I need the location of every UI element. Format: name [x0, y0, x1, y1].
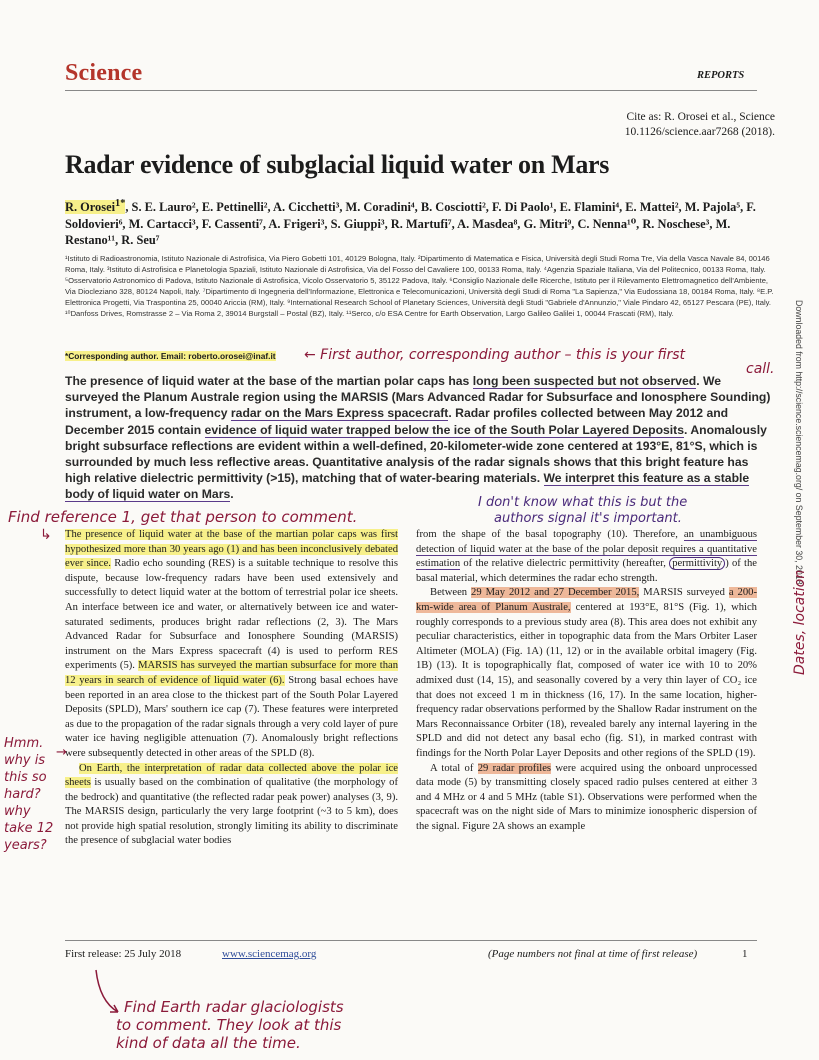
paragraph: [416, 528, 757, 586]
abstract-text: . Radar profiles collected between May 2012 and December 2015 contain: [65, 406, 729, 437]
abstract-underline: evidence of liquid water trapped below the ice of the South Polar Layered Deposits: [204, 422, 685, 437]
body-text: MARSIS surveyed: [639, 587, 729, 599]
highlight: On Earth, the interpretation of radar data collected above the polar ice sheets: [65, 762, 398, 789]
first-author-highlight: [65, 200, 125, 214]
annotation-arrow: [92, 968, 122, 1018]
author-list: [65, 196, 777, 249]
note-find-reference: Find reference 1, get that person to comment.: [8, 508, 358, 526]
abstract-text: . Anomalously bright subsurface reflections are evident within a well-defined, 20-kilometer-wide zone centered at 193°E, 81°S, which is surrounded by much less reflective areas. Quantitative analysis of the radar signals shows that this bright feature has high relative dielectric permittivity (>15), matching that of water-bearing materials.: [65, 422, 767, 486]
paragraph: [65, 528, 398, 762]
corresponding-author: [65, 351, 276, 361]
body-text: ) of the basal material, which determines the radar echo strength.: [416, 558, 757, 584]
download-stamp: Downloaded from http://science.sciencemag.org/ on September 30, 2018: [794, 300, 804, 585]
note-dont-know: I don't know what this is but the: [478, 495, 688, 510]
note-earth-2: to comment. They look at this: [116, 1016, 342, 1034]
note-dates-location-text: Dates, location: [792, 569, 808, 675]
body-right-column: [416, 528, 757, 834]
note-corresponding-end: call.: [746, 361, 775, 377]
highlight: 29 radar profiles: [477, 762, 552, 774]
note-earth-1: Find Earth radar glaciologists: [124, 998, 344, 1016]
body-left-column: [65, 528, 398, 849]
citation-line-1: Cite as: R. Orosei et al., Science: [626, 111, 775, 123]
highlight: 29 May 2012 and 27 December 2015,: [471, 587, 640, 599]
first-author: R. Orosei: [65, 200, 116, 215]
page-number: 1: [742, 948, 748, 960]
body-text: A total of: [430, 762, 478, 774]
abstract: [65, 373, 777, 503]
paper-title: Radar evidence of subglacial liquid water on Mars: [65, 150, 610, 179]
corresponding-author-text: *Corresponding author. Email: roberto.orosei@inaf.it: [65, 351, 276, 361]
underline: an unambiguous detection of liquid water at the base of the polar deposit requires a quantitative estimation: [416, 529, 758, 570]
highlight: MARSIS has surveyed the martian subsurface for more than 12 years in search of evidence of liquid water (6).: [65, 660, 399, 686]
body-text: Between: [430, 587, 472, 599]
note-hmm: Hmm. why is this so hard? why take 12 years?: [4, 736, 54, 853]
body-text: Strong basal echoes have been reported in an area close to the thickest part of the South Polar Layered Deposits (SPLD), Mars' southern ice cap (7). These features were interpreted as due to the propagation of the radar signals through a very cold layer of pure water ice having negligible attenuation (7). Anomalously bright reflections were subsequently detected in other areas of the SPLD (8).: [65, 674, 398, 759]
paragraph: [416, 762, 757, 835]
footer-note: (Page numbers not final at time of first release): [488, 948, 698, 960]
note-corresponding: ← First author, corresponding author – this is your first: [304, 347, 686, 363]
body-text: centered at 193°E, 81°S (Fig. 1), which roughly corresponds to a previous study area (8). This area does not exhibit any peculiar characteristics, either in topographic data from the Mars Orbiter Laser Altimeter (MOLA) (Fig. 1A) (11, 12) or in the available orbital imagery (Fig. 1B) (13). It is topographically flat, composed of water ice with 10 to 20% admixed dust (14, 15), and seasonally covered by a very thin layer of CO₂ ice that does not exceed 1 m in thickness (16, 17). In the same location, higher-frequency radar observations performed by the Shallow Radar instrument on the Mars Reconnaissance Orbiter (18), revealed barely any internal layering in the SPLD and did not detect any basal echo (fig. S1), in marked contrast with findings for the North Polar Layer Deposits and other regions of the SPLD (19).: [416, 601, 757, 759]
body-text: is usually based on the combination of qualitative (the morphology of the bedrock) and quantitative (the reflected radar peak power) analyses (3, 9). The MARSIS design, particularly the very large footprint (~3 to 5 km), does not provide high spatial resolution, strongly limiting its ability to discriminate the presence of subglacial water bodies: [65, 777, 398, 847]
section-label: REPORTS: [697, 70, 745, 81]
first-author-sup: 1*: [115, 198, 126, 209]
highlight: a 200-km-wide area of Planum Australe,: [416, 587, 757, 613]
first-release: First release: 25 July 2018: [65, 948, 182, 960]
paragraph: [416, 586, 757, 761]
abstract-text: .: [230, 487, 234, 502]
abstract-underline: radar on the Mars Express spacecraft: [230, 406, 449, 421]
note-earth-3: kind of data all the time.: [116, 1034, 301, 1052]
citation-line-2: 10.1126/science.aar7268 (2018).: [624, 126, 775, 138]
abstract-text: . We surveyed the Planum Australe region using the MARSIS (Mars Advanced Radar for Subsurface and Ionosphere Sounding) instrument, a low-frequency: [65, 374, 771, 421]
body-text: from the shape of the basal topography (10). Therefore,: [416, 529, 684, 540]
journal-logo: Science: [65, 60, 143, 86]
body-text: Radio echo sounding (RES) is a suitable technique to resolve this dispute, because low-frequency radars have been used extensively and successfully to detect liquid water at the bottom of terrestrial polar ice sheets. An interface between ice and water, or alternatively between ice and water-saturated sediments, produces bright radar reflections (2, 3). The Mars Advanced Radar for Subsurface and Ionosphere Sounding (MARSIS) instrument on the Mars Express spacecraft (4) is used to perform RES experiments (5).: [65, 558, 398, 672]
circled-term: permittivity: [669, 557, 725, 570]
body-text: of the relative dielectric permittivity (hereafter,: [460, 558, 670, 570]
abstract-underline: We interpret this feature as a stable body of liquid water on Mars: [65, 471, 750, 502]
footer-rule: [65, 940, 757, 941]
citation: [455, 110, 775, 140]
abstract-text: The presence of liquid water at the base of the martian polar caps has: [65, 374, 473, 388]
footer-link[interactable]: www.sciencemag.org: [222, 948, 317, 960]
header-rule: [65, 90, 757, 91]
highlight: The presence of liquid water at the base of the martian polar caps was first hypothesized more than 30 years ago (1) and has been inconclusively debated ever since.: [65, 529, 398, 570]
other-authors: , S. E. Lauro², E. Pettinelli², A. Cicchetti³, M. Coradini⁴, B. Cosciotti², F. Di Paolo¹, E. Flamini⁴, E. Mattei², M. Pajola⁵, F. Soldovieri⁶, M. Cartacci³, F. Cassenti⁷, A. Frigeri³, S. Giuppi³, R. Martufi⁷, A. Masdea⁸, G. Mitri⁹, C. Nenna¹⁰, R. Noschese³, M. Restano¹¹, R. Seu⁷: [65, 200, 756, 248]
abstract-underline: long been suspected but not observed: [472, 374, 697, 388]
arrow-find-reference: ↳: [40, 527, 52, 543]
body-text: were acquired using the onboard unprocessed data mode (5) by transmitting closely spaced radio pulses centered at either 3 and 4 MHz or 4 and 5 MHz (table S1). Observations were performed when the spacecraft was on the night side of Mars to minimize ionospheric dispersion of the signal. Figure 2A shows an example: [416, 762, 757, 832]
affiliations: ¹Istituto di Radioastronomia, Istituto Nazionale di Astrofisica, Via Piero Gobetti 101, 40129 Bologna, Italy. ²Dipartimento di Matematica e Fisica, Università degli Studi Roma Tre, Via della Vasca Navale 84, 00146 Roma, Italy. ³Istituto di Astrofisica e Planetologia Spaziali, Istituto Nazionale di Astrofisica, Via del Fosso del Cavaliere 100, 00133 Roma, Italy. ⁴Agenzia Spaziale Italiana, Via del Politecnico, 00133 Roma, Italy. ⁵Osservatorio Astronomico di Padova, Istituto Nazionale di Astrofisica, Vicolo Osservatorio 5, 35122 Padova, Italy. ⁶Consiglio Nazionale delle Ricerche, Istituto per il Rilevamento Elettromagnetico dell'Ambiente, Via Diocleziano 328, 80124 Napoli, Italy. ⁷Dipartimento di Ingegneria dell'Informazione, Elettronica e Telecomunicazioni, Università degli Studi di Roma "La Sapienza," Via Eudossiana 18, 00184 Roma, Italy. ⁸E.P. Elettronica Progetti, Via Traspontina 25, 00040 Ariccia (RM), Italy. ⁹International Research School of Planetary Sciences, Università degli Studi "Gabriele d'Annunzio," Viale Pindaro 42, 65127 Pescara (PE), Italy. ¹⁰Danfoss Drives, Romstrasse 2 – Via Roma 2, 39014 Burgstall – Postal (BZ), Italy. ¹¹Serco, c/o ESA Centre for Earth Observation, Largo Galileo Galilei 1, 00044 Frascati (RM), Italy.: [65, 254, 774, 318]
note-dont-know-2: authors signal it's important.: [494, 511, 682, 526]
paragraph: [65, 762, 398, 850]
arrow-hmm: →: [56, 745, 67, 760]
